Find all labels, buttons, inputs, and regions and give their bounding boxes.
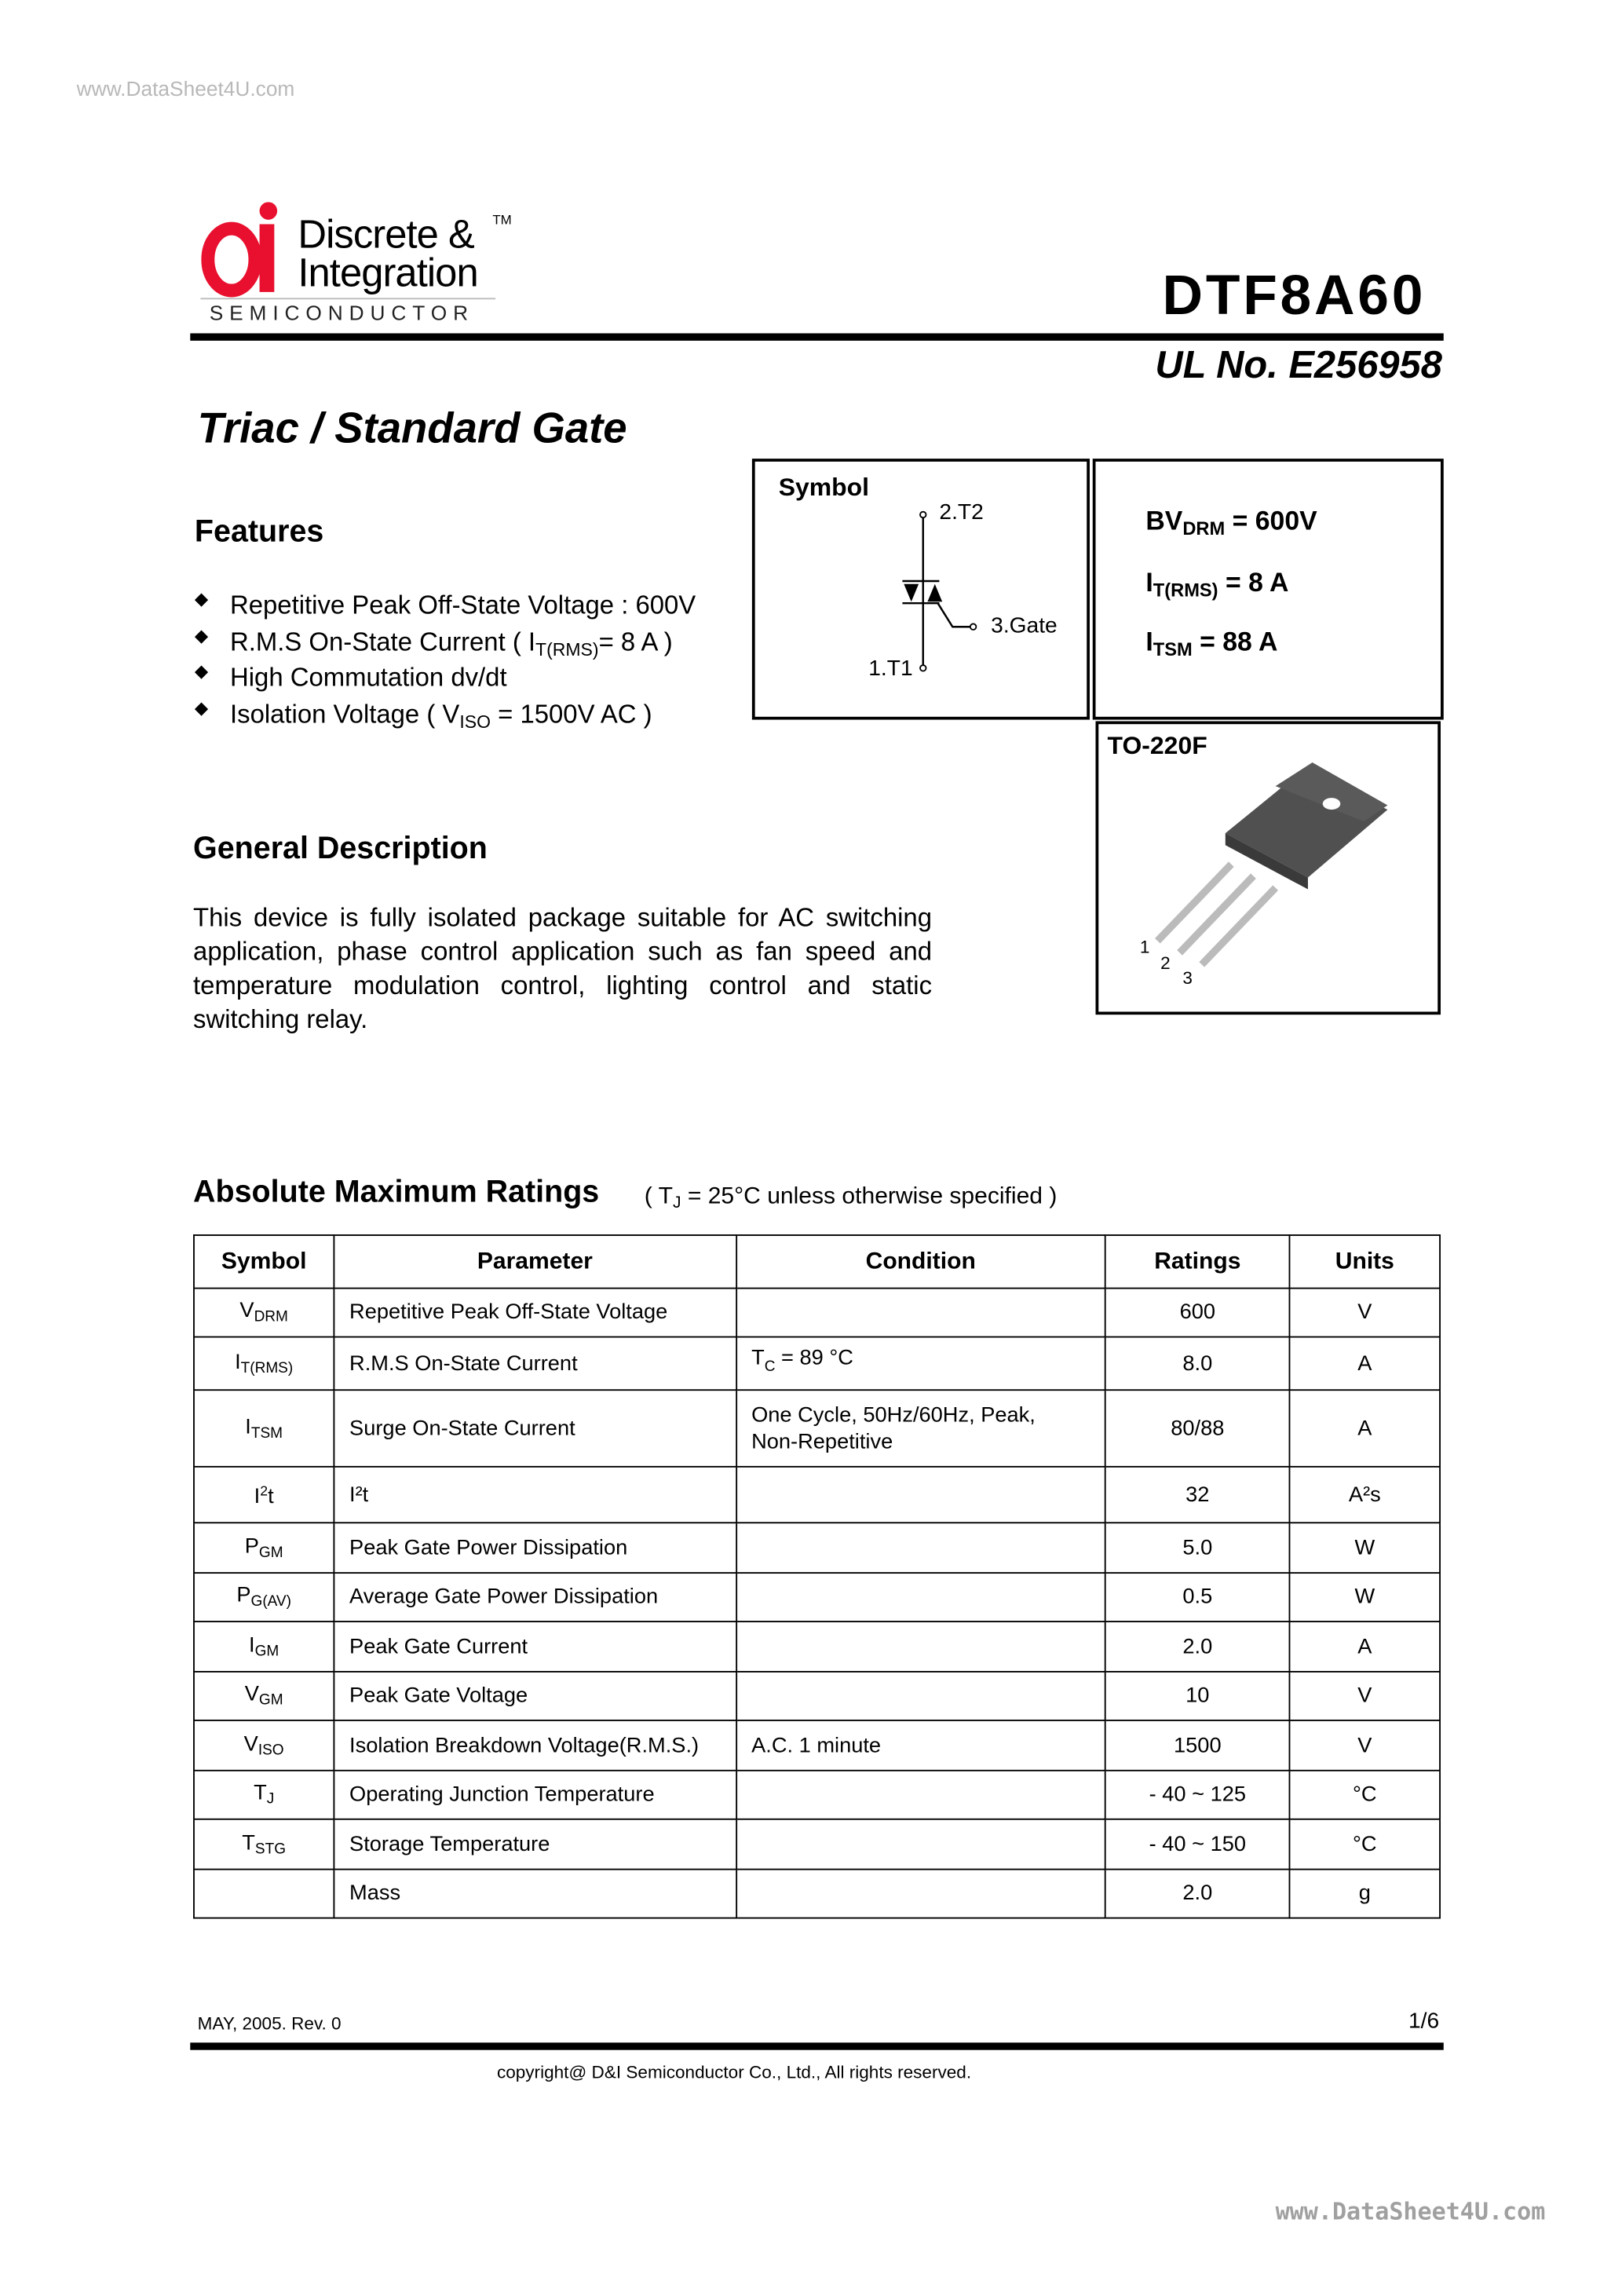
triac-symbol-icon bbox=[755, 462, 1087, 717]
logo-line3: SEMICONDUCTOR bbox=[209, 301, 474, 325]
table-row bbox=[194, 1523, 1440, 1573]
spec-itsm: $I_{TSM} = 88$ A bbox=[1145, 627, 1278, 660]
table-row bbox=[194, 1621, 1440, 1672]
package-label: TO-220F bbox=[1107, 731, 1207, 760]
table-row bbox=[194, 1289, 1440, 1337]
bullet-icon: ◆ bbox=[194, 660, 209, 682]
feature-item: ◆ R.M.S On-State Current ( $I_{T(RMS)}= 8$ A ) bbox=[194, 624, 673, 660]
symbol-label: Symbol bbox=[778, 473, 870, 502]
cell-symbol: $V_{GM}$ bbox=[194, 1672, 334, 1720]
to220f-package-icon bbox=[1098, 724, 1438, 1011]
cell-symbol: $I_{T(RMS)}$ bbox=[194, 1337, 334, 1391]
cell-rating: 1500 bbox=[1105, 1720, 1290, 1771]
table-row bbox=[194, 1819, 1440, 1870]
cell-parameter: Mass bbox=[334, 1870, 736, 1918]
cell-rating: 80/88 bbox=[1105, 1390, 1290, 1467]
description-text: This device is fully isolated package suitable for AC switching application, phase control application such as fan speed and temperature modulation control, lighting control and static switching relay. bbox=[193, 902, 933, 1034]
cell-condition: A.C. 1 minute bbox=[736, 1720, 1105, 1771]
terminal-t1-label: 1.T1 bbox=[868, 656, 913, 682]
cell-symbol: $I^2t$ bbox=[194, 1467, 334, 1523]
copyright: copyright@ D&I Semiconductor Co., Ltd., All rights reserved. bbox=[496, 2061, 972, 2083]
cell-unit: W bbox=[1290, 1523, 1440, 1573]
watermark-top: www.DataSheet4U.com bbox=[76, 76, 295, 101]
cell-condition bbox=[736, 1819, 1105, 1870]
cell-parameter: Storage Temperature bbox=[334, 1819, 736, 1870]
features-heading: Features bbox=[194, 514, 324, 549]
table-row bbox=[194, 1672, 1440, 1720]
bullet-icon: ◆ bbox=[194, 588, 209, 609]
symbol-box bbox=[752, 459, 1090, 719]
cell-rating: - 40 ~ 150 bbox=[1105, 1819, 1290, 1870]
cell-unit: A²s bbox=[1290, 1467, 1440, 1523]
table-row bbox=[194, 1771, 1440, 1819]
company-logo bbox=[200, 200, 524, 327]
cell-parameter: Average Gate Power Dissipation bbox=[334, 1573, 736, 1621]
di-logo-icon bbox=[200, 200, 294, 303]
cell-unit: V bbox=[1290, 1720, 1440, 1771]
cell-unit: V bbox=[1290, 1672, 1440, 1720]
spec-bvdrm: $BV_{DRM} = 600V$ bbox=[1145, 506, 1317, 539]
cell-rating: 32 bbox=[1105, 1467, 1290, 1523]
cell-unit: g bbox=[1290, 1870, 1440, 1918]
cell-rating: 600 bbox=[1105, 1289, 1290, 1337]
cell-condition bbox=[736, 1672, 1105, 1720]
table-row bbox=[194, 1390, 1440, 1467]
feature-item: ◆ Isolation Voltage ( $V_{ISO} = 1500V$ AC ) bbox=[194, 696, 652, 732]
cell-rating: 8.0 bbox=[1105, 1337, 1290, 1391]
cell-unit: A bbox=[1290, 1337, 1440, 1391]
cell-rating: 10 bbox=[1105, 1672, 1290, 1720]
pin-3-label: 3 bbox=[1182, 967, 1193, 989]
ul-number: UL No. E256958 bbox=[1155, 342, 1442, 387]
cell-parameter: Isolation Breakdown Voltage(R.M.S.) bbox=[334, 1720, 736, 1771]
cell-condition bbox=[736, 1870, 1105, 1918]
cell-symbol: $V_{ISO}$ bbox=[194, 1720, 334, 1771]
footer-rule bbox=[190, 2042, 1443, 2049]
gate-label: 3.Gate bbox=[991, 613, 1058, 639]
table-row bbox=[194, 1337, 1440, 1391]
table-row bbox=[194, 1467, 1440, 1523]
cell-symbol: $I_{TSM}$ bbox=[194, 1390, 334, 1467]
cell-symbol: $I_{GM}$ bbox=[194, 1621, 334, 1672]
page-number: 1/6 bbox=[1408, 2009, 1440, 2035]
terminal-t2-label: 2.T2 bbox=[939, 499, 984, 525]
cell-symbol: $T_J$ bbox=[194, 1771, 334, 1819]
cell-parameter: Surge On-State Current bbox=[334, 1390, 736, 1467]
cell-condition: One Cycle, 50Hz/60Hz, Peak, Non-Repetitive bbox=[736, 1390, 1105, 1467]
table-row bbox=[194, 1720, 1440, 1771]
cell-rating: 5.0 bbox=[1105, 1523, 1290, 1573]
cell-parameter: I²t bbox=[334, 1467, 736, 1523]
feature-item: ◆ High Commutation dv/dt bbox=[194, 660, 507, 692]
cell-parameter: R.M.S On-State Current bbox=[334, 1337, 736, 1391]
cell-rating: 2.0 bbox=[1105, 1870, 1290, 1918]
bullet-icon: ◆ bbox=[194, 624, 209, 645]
header-rule bbox=[190, 333, 1443, 340]
cell-unit: A bbox=[1290, 1390, 1440, 1467]
ratings-heading: Absolute Maximum Ratings bbox=[193, 1175, 600, 1210]
column-header: Parameter bbox=[334, 1235, 736, 1289]
cell-rating: - 40 ~ 125 bbox=[1105, 1771, 1290, 1819]
pin-2-label: 2 bbox=[1160, 952, 1171, 974]
pin-1-label: 1 bbox=[1139, 936, 1150, 957]
cell-condition bbox=[736, 1573, 1105, 1621]
trademark: TM bbox=[492, 212, 512, 228]
key-specs-box bbox=[1093, 459, 1444, 719]
logo-line2: Integration bbox=[298, 250, 478, 295]
package-box bbox=[1096, 721, 1441, 1015]
features-list bbox=[195, 590, 696, 734]
ratings-table bbox=[193, 1234, 1441, 1918]
spec-itrms: $I_{T(RMS)} = 8$ A bbox=[1145, 568, 1289, 601]
revision-date: MAY, 2005. Rev. 0 bbox=[197, 2013, 342, 2035]
cell-rating: 0.5 bbox=[1105, 1573, 1290, 1621]
description-heading: General Description bbox=[193, 832, 488, 866]
column-header: Condition bbox=[736, 1235, 1105, 1289]
page-title: Triac / Standard Gate bbox=[197, 405, 627, 453]
cell-condition bbox=[736, 1523, 1105, 1573]
column-header: Symbol bbox=[194, 1235, 334, 1289]
cell-condition: $T_C = 89$ °C bbox=[736, 1337, 1105, 1391]
ratings-condition: ( $T_J = 25^\circ C$ unless otherwise specified ) bbox=[644, 1184, 1058, 1212]
cell-unit: A bbox=[1290, 1621, 1440, 1672]
cell-condition bbox=[736, 1771, 1105, 1819]
cell-unit: W bbox=[1290, 1573, 1440, 1621]
cell-symbol bbox=[194, 1870, 334, 1918]
cell-symbol: $T_{STG}$ bbox=[194, 1819, 334, 1870]
cell-parameter: Repetitive Peak Off-State Voltage bbox=[334, 1289, 736, 1337]
cell-parameter: Peak Gate Current bbox=[334, 1621, 736, 1672]
cell-symbol: $P_{GM}$ bbox=[194, 1523, 334, 1573]
part-number: DTF8A60 bbox=[1162, 265, 1427, 327]
cell-condition bbox=[736, 1289, 1105, 1337]
cell-parameter: Peak Gate Voltage bbox=[334, 1672, 736, 1720]
cell-condition bbox=[736, 1467, 1105, 1523]
cell-unit: V bbox=[1290, 1289, 1440, 1337]
table-row bbox=[194, 1573, 1440, 1621]
logo-line1: Discrete & bbox=[298, 212, 474, 257]
bullet-icon: ◆ bbox=[194, 696, 209, 718]
cell-unit: °C bbox=[1290, 1771, 1440, 1819]
cell-symbol: $V_{DRM}$ bbox=[194, 1289, 334, 1337]
cell-parameter: Peak Gate Power Dissipation bbox=[334, 1523, 736, 1573]
cell-condition bbox=[736, 1621, 1105, 1672]
table-row bbox=[194, 1870, 1440, 1918]
cell-symbol: $P_{G(AV)}$ bbox=[194, 1573, 334, 1621]
column-header: Units bbox=[1290, 1235, 1440, 1289]
feature-item: ◆ Repetitive Peak Off-State Voltage : 600V bbox=[194, 588, 696, 620]
watermark-bottom: www.DataSheet4U.com bbox=[1275, 2197, 1546, 2226]
cell-parameter: Operating Junction Temperature bbox=[334, 1771, 736, 1819]
cell-unit: °C bbox=[1290, 1819, 1440, 1870]
cell-rating: 2.0 bbox=[1105, 1621, 1290, 1672]
column-header: Ratings bbox=[1105, 1235, 1290, 1289]
